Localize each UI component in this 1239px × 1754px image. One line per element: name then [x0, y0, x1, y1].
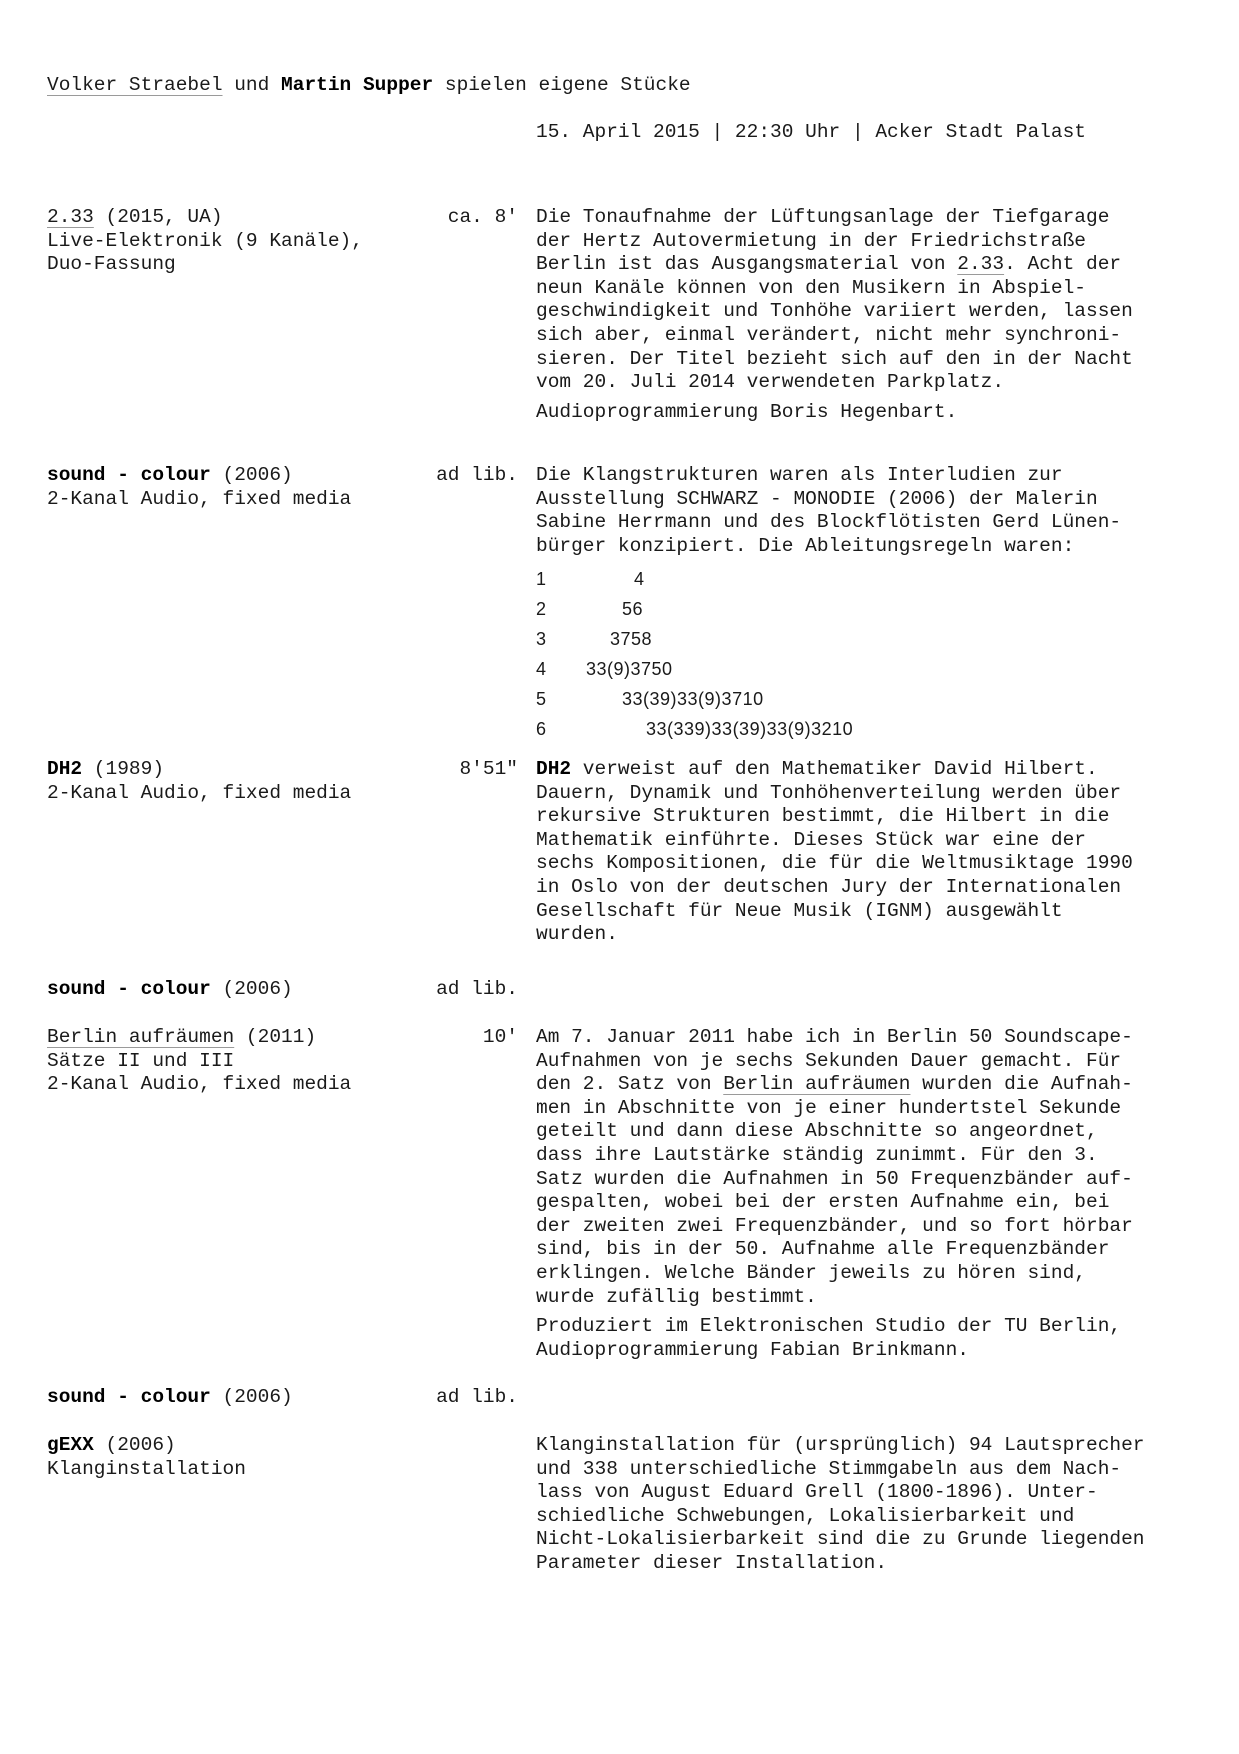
description-line: schiedliche Schwebungen, Lokalisierbarkeit und — [536, 1504, 1075, 1527]
description-line: neun Kanäle können von den Musikern in Abspiel- — [536, 276, 1086, 299]
work-subtitle: Duo-Fassung — [47, 253, 176, 276]
work-year: (2015, UA) — [93, 206, 223, 228]
description-line: men in Abschnitte von je einer hundertstel Sekunde — [536, 1096, 1122, 1119]
description-line — [536, 253, 1196, 277]
description-credit: Audioprogrammierung Fabian Brinkmann. — [536, 1338, 969, 1361]
rule-row — [536, 564, 1196, 594]
work-duration: 10' — [482, 1026, 518, 1048]
work-year: (2006) — [93, 1434, 176, 1456]
work-year: (1989) — [82, 758, 165, 780]
work-title: gEXX — [47, 1434, 94, 1456]
description-line: der zweiten zwei Frequenzbänder, und so fort hörbar — [536, 1214, 1133, 1237]
description-text: Berlin ist das Ausgangsmaterial von — [536, 253, 958, 276]
rule-row — [536, 654, 1196, 684]
work-description — [536, 206, 1196, 424]
work-title-reference: DH2 — [536, 758, 572, 780]
description-text: . Acht der — [1004, 253, 1122, 276]
work-title: sound - colour — [47, 464, 211, 486]
description-text: verweist auf den Mathematiker David Hilbert. — [571, 758, 1098, 780]
description-line: wurde zufällig bestimmt. — [536, 1285, 817, 1308]
performer-name: Martin Supper — [281, 74, 434, 96]
rule-value: 33(39)33(9)3710 — [622, 689, 764, 710]
description-credit: Produziert im Elektronischen Studio der TU Berlin, — [536, 1315, 1122, 1338]
work-duration: ad lib. — [436, 464, 518, 486]
derivation-rules — [536, 564, 1196, 744]
work-subtitle: 2-Kanal Audio, fixed media — [47, 1073, 352, 1096]
header-conjunction: und — [222, 74, 282, 96]
description-line: Die Klangstrukturen waren als Interludien zur — [536, 464, 1063, 486]
rule-number: 3 — [536, 629, 547, 650]
description-line: Ausstellung SCHWARZ - MONODIE (2006) der Malerin — [536, 487, 1098, 510]
work-description — [536, 1026, 1196, 1362]
description-line: sind, bis in der 50. Aufnahme alle Frequenzbänder — [536, 1238, 1110, 1261]
description-line: sich aber, einmal verändert, nicht mehr synchroni- — [536, 323, 1122, 346]
rule-row — [536, 624, 1196, 654]
work-title: DH2 — [47, 758, 83, 780]
description-line: bürger konzipiert. Die Ableitungsregeln waren: — [536, 534, 1075, 557]
work-title-reference: Berlin aufräumen — [723, 1073, 911, 1096]
description-line: sechs Kompositionen, die für die Weltmusiktage 1990 — [536, 852, 1133, 875]
program-header — [47, 74, 691, 98]
work-info — [47, 1386, 407, 1410]
description-line: Sabine Herrmann und des Blockflötisten Gerd Lünen- — [536, 511, 1122, 534]
work-title-reference: 2.33 — [957, 253, 1005, 276]
description-line: Aufnahmen von je sechs Sekunden Dauer gemacht. Für — [536, 1049, 1122, 1072]
work-duration: ad lib. — [436, 978, 518, 1000]
work-title: Berlin aufräumen — [47, 1026, 235, 1048]
event-dateline: 15. April 2015 | 22:30 Uhr | Acker Stadt Palast — [536, 121, 1086, 143]
description-line: Satz wurden die Aufnahmen in 50 Frequenzbänder auf- — [536, 1167, 1133, 1190]
work-year: (2006) — [210, 978, 293, 1000]
description-line: gespalten, wobei bei der ersten Aufnahme ein, bei — [536, 1191, 1110, 1214]
description-line: lass von August Eduard Grell (1800-1896). Unter- — [536, 1481, 1098, 1504]
work-info — [47, 1434, 407, 1481]
work-title: 2.33 — [47, 206, 94, 228]
work-subtitle: Live-Elektronik (9 Kanäle), — [47, 229, 363, 252]
work-description — [536, 758, 1196, 947]
rule-row — [536, 594, 1196, 624]
rule-value: 4 — [634, 569, 645, 590]
work-year: (2011) — [234, 1026, 317, 1048]
rule-number: 1 — [536, 569, 547, 590]
description-line — [536, 1073, 1196, 1097]
work-subtitle: Klanginstallation — [47, 1457, 246, 1480]
work-duration: ad lib. — [436, 1386, 518, 1408]
work-title: sound - colour — [47, 978, 211, 1000]
rule-value: 33(339)33(39)33(9)3210 — [646, 719, 854, 740]
work-subtitle: 2-Kanal Audio, fixed media — [47, 781, 352, 804]
work-title: sound - colour — [47, 1386, 211, 1408]
description-line: geschwindigkeit und Tonhöhe variiert werden, lassen — [536, 300, 1133, 323]
description-line: wurden. — [536, 923, 618, 946]
work-info — [47, 758, 407, 805]
description-line: Am 7. Januar 2011 habe ich in Berlin 50 Soundscape- — [536, 1026, 1133, 1048]
description-line: vom 20. Juli 2014 verwendeten Parkplatz. — [536, 371, 1005, 394]
work-description — [536, 1434, 1196, 1576]
description-line: geteilt und dann diese Abschnitte so angeordnet, — [536, 1120, 1098, 1143]
rule-number: 5 — [536, 689, 547, 710]
description-line: Mathematik einführte. Dieses Stück war eine der — [536, 828, 1086, 851]
work-description — [536, 464, 1196, 744]
description-line: dass ihre Lautstärke ständig zunimmt. Für den 3. — [536, 1143, 1098, 1166]
description-line: Parameter dieser Installation. — [536, 1551, 888, 1574]
rule-row — [536, 684, 1196, 714]
rule-value: 3758 — [610, 629, 653, 650]
description-line: der Hertz Autovermietung in der Friedrichstraße — [536, 229, 1086, 252]
description-line: Klanginstallation für (ursprünglich) 94 Lautsprecher — [536, 1434, 1145, 1456]
description-line — [536, 758, 1196, 782]
description-line: rekursive Strukturen bestimmt, die Hilbert in die — [536, 805, 1110, 828]
description-line: Die Tonaufnahme der Lüftungsanlage der Tiefgarage — [536, 206, 1110, 228]
work-year: (2006) — [210, 464, 293, 486]
description-line: Gesellschaft für Neue Musik (IGNM) ausgewählt — [536, 899, 1063, 922]
description-line: sieren. Der Titel bezieht sich auf den in der Nacht — [536, 347, 1133, 370]
performer-name: Volker Straebel — [47, 74, 223, 96]
rule-number: 6 — [536, 719, 547, 740]
rule-value: 33(9)3750 — [586, 659, 673, 680]
description-line: erklingen. Welche Bänder jeweils zu hören sind, — [536, 1261, 1086, 1284]
description-text: den 2. Satz von — [536, 1073, 724, 1096]
work-info — [47, 1026, 407, 1097]
rule-number: 4 — [536, 659, 547, 680]
work-duration: ca. 8' — [447, 206, 518, 228]
description-text: wurden die Aufnah- — [910, 1073, 1133, 1096]
header-text: spielen eigene Stücke — [433, 74, 691, 96]
work-info — [47, 978, 407, 1002]
work-subtitle: 2-Kanal Audio, fixed media — [47, 487, 352, 510]
work-subtitle: Sätze II und III — [47, 1049, 235, 1072]
rule-number: 2 — [536, 599, 547, 620]
description-line: Dauern, Dynamik und Tonhöhenverteilung werden über — [536, 781, 1122, 804]
work-info — [47, 206, 407, 277]
rule-row — [536, 714, 1196, 744]
description-credit: Audioprogrammierung Boris Hegenbart. — [536, 400, 958, 423]
description-line: Nicht-Lokalisierbarkeit sind die zu Grunde liegenden — [536, 1528, 1145, 1551]
rule-value: 56 — [622, 599, 644, 620]
work-info — [47, 464, 407, 511]
work-year: (2006) — [210, 1386, 293, 1408]
work-duration: 8'51" — [459, 758, 518, 780]
description-line: und 338 unterschiedliche Stimmgabeln aus dem Nach- — [536, 1457, 1122, 1480]
description-line: in Oslo von der deutschen Jury der Internationalen — [536, 875, 1122, 898]
